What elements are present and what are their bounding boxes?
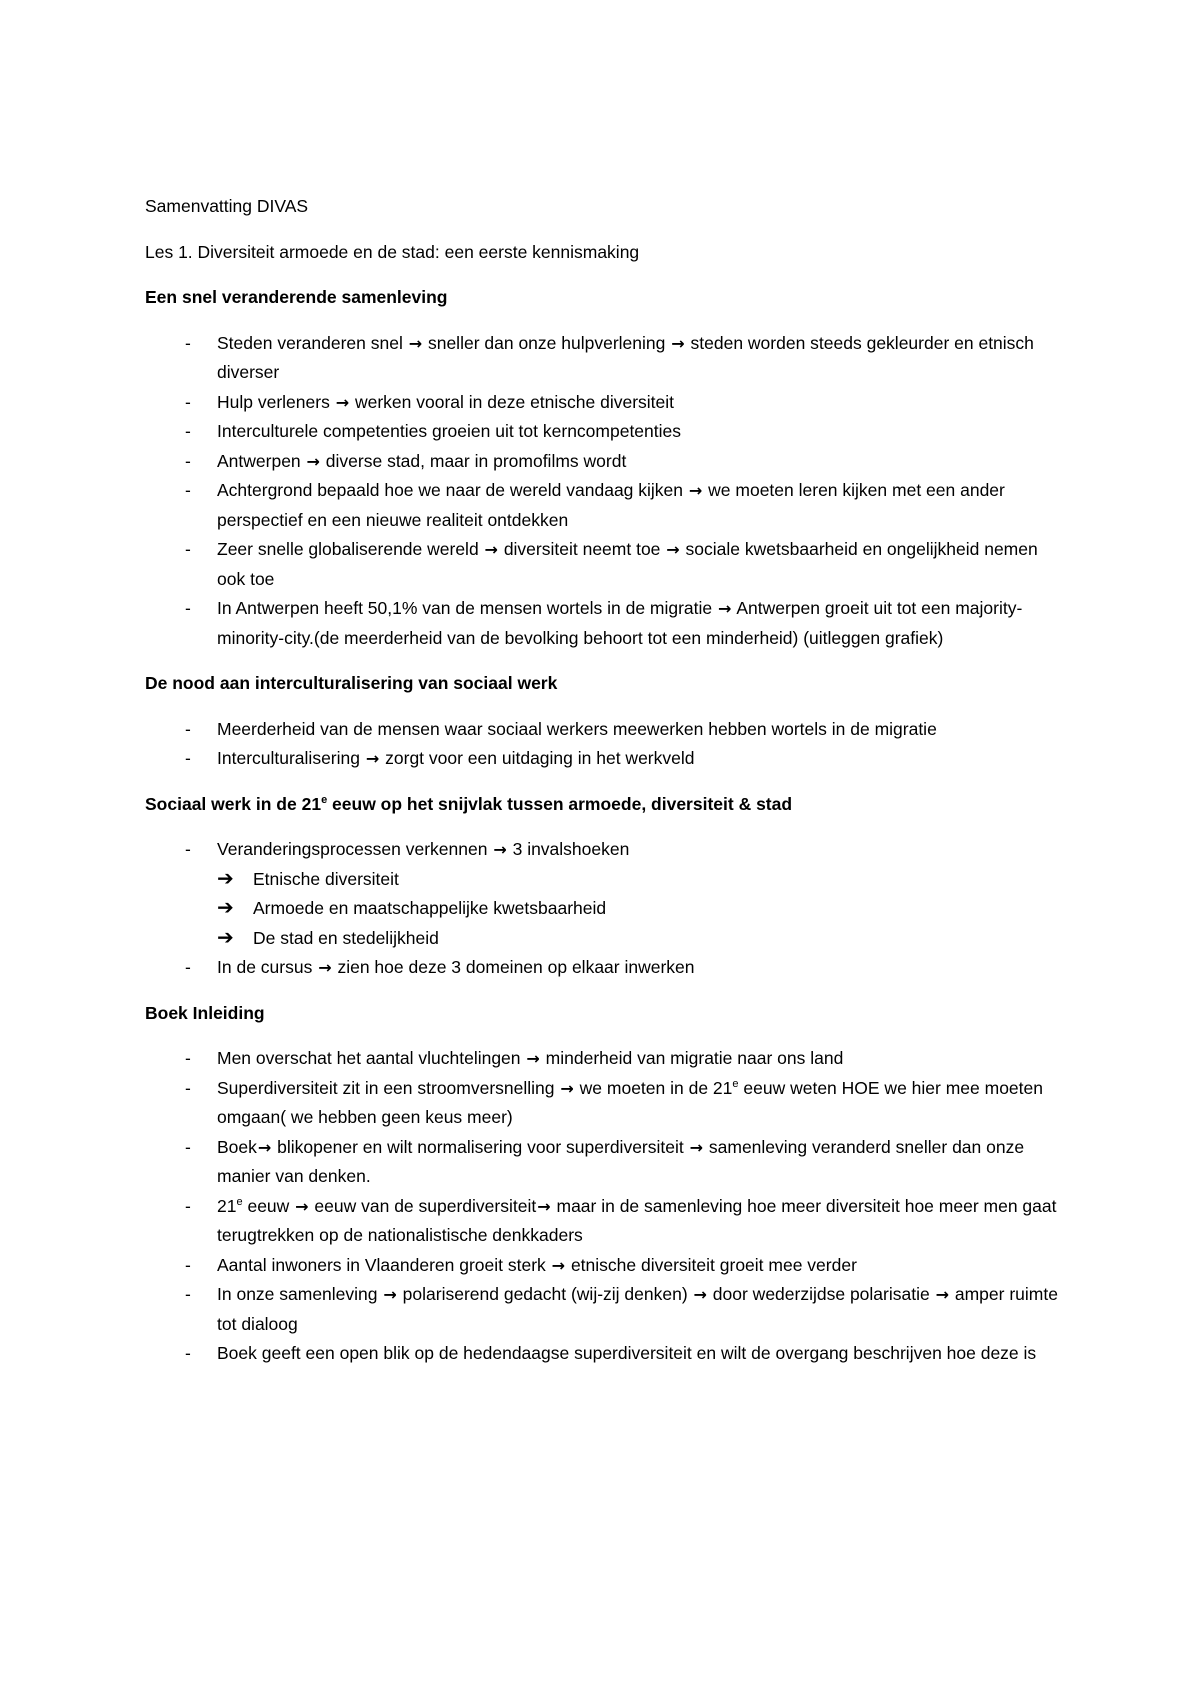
- dash-bullet: -: [185, 1195, 191, 1216]
- arrow-right-icon: →: [335, 392, 350, 412]
- dash-bullet: -: [185, 718, 191, 739]
- list-item-text: eeuw → eeuw van de superdiversiteit→ maar in de samenleving hoe meer diversiteit hoe meer men gaat terugtrekken op de nationalistische denkkaders: [217, 1195, 1057, 1245]
- list-item: [145, 1074, 1065, 1133]
- arrow-right-icon: →: [666, 540, 680, 559]
- arrow-bullet-icon: ➔: [217, 897, 234, 919]
- list-item-text: Steden veranderen snel → sneller dan onze hulpverlening → steden worden steeds gekleurder en etnisch diverser: [217, 332, 1034, 382]
- arrow-right-icon: →: [671, 333, 685, 353]
- dash-bullet: -: [185, 839, 191, 859]
- list-item-text: Meerderheid van de mensen waar sociaal werkers meewerken hebben wortels in de migratie: [217, 718, 937, 739]
- list-item: [145, 594, 1065, 653]
- superscript: e: [321, 793, 328, 806]
- list-item: [145, 1044, 1065, 1074]
- list-item: [145, 417, 1065, 447]
- arrow-right-icon: →: [689, 1137, 704, 1157]
- list-item-text: Superdiversiteit zit in een stroomversnelling → we moeten in de 21: [217, 1077, 733, 1098]
- list-item: [145, 1192, 1065, 1251]
- list-item-text: Boek→ blikopener en wilt normalisering voor superdiversiteit → samenleving veranderd sneller dan onze manier van denken.: [217, 1136, 1025, 1186]
- dash-bullet: -: [185, 332, 191, 353]
- list-item: [145, 476, 1065, 535]
- sub-list-item-text: Armoede en maatschappelijke kwetsbaarheid: [253, 898, 607, 918]
- arrow-right-icon: →: [693, 1285, 707, 1304]
- arrow-right-icon: →: [560, 1078, 574, 1098]
- arrow-right-icon: →: [688, 481, 703, 500]
- bullet-list: [145, 835, 1065, 983]
- list-item-text: Interculturele competenties groeien uit tot kerncompetenties: [217, 421, 682, 441]
- bullet-list: [145, 715, 1065, 774]
- list-item: [145, 447, 1065, 477]
- dash-bullet: -: [185, 748, 191, 768]
- list-item-text: Men overschat het aantal vluchtelingen → minderheid van migratie naar ons land: [217, 1048, 844, 1068]
- arrow-right-icon: →: [365, 749, 380, 768]
- dash-bullet: -: [185, 957, 191, 977]
- sub-list-item: [145, 894, 1065, 924]
- list-item: [145, 835, 1065, 953]
- arrow-right-icon: →: [257, 1137, 272, 1157]
- dash-bullet: -: [185, 1048, 191, 1068]
- dash-bullet: -: [185, 539, 191, 559]
- list-item: [145, 535, 1065, 594]
- sub-list-item: [145, 924, 1065, 954]
- list-item-text: Hulp verleners → werken vooral in deze etnische diversiteit: [217, 391, 675, 412]
- dash-bullet: -: [185, 1343, 191, 1363]
- section-heading: Een snel veranderende samenleving: [145, 287, 448, 307]
- arrow-right-icon: →: [551, 1255, 566, 1275]
- list-item: [145, 715, 1065, 745]
- arrow-right-icon: →: [383, 1285, 397, 1304]
- arrow-right-icon: →: [318, 958, 332, 977]
- list-item: [145, 744, 1065, 774]
- arrow-right-icon: →: [408, 333, 423, 353]
- arrow-right-icon: →: [537, 1196, 551, 1216]
- list-item-text: Aantal inwoners in Vlaanderen groeit sterk → etnische diversiteit groeit mee verder: [217, 1254, 857, 1275]
- dash-bullet: -: [185, 480, 191, 500]
- list-item: [145, 1280, 1065, 1339]
- document-page: [145, 192, 1065, 1385]
- arrow-right-icon: →: [493, 840, 507, 859]
- list-item: [145, 953, 1065, 983]
- sub-list: [145, 865, 1065, 954]
- list-item: [145, 1339, 1065, 1369]
- dash-bullet: -: [185, 391, 191, 412]
- list-item-text: Zeer snelle globaliserende wereld → diversiteit neemt toe → sociale kwetsbaarheid en ongelijkheid nemen ook toe: [217, 539, 1038, 589]
- arrow-right-icon: →: [306, 451, 320, 471]
- dash-bullet: -: [185, 1254, 191, 1275]
- arrow-bullet-icon: ➔: [217, 867, 234, 890]
- list-item-text: eeuw weten HOE we hier mee moeten omgaan( we hebben geen keus meer): [217, 1077, 1043, 1127]
- heading-text: Sociaal werk in de 21: [145, 793, 322, 814]
- list-item-text: Antwerpen → diverse stad, maar in promofilms wordt: [217, 450, 627, 471]
- sub-list-item-text: De stad en stedelijkheid: [253, 927, 439, 948]
- list-item-text: In de cursus → zien hoe deze 3 domeinen op elkaar inwerken: [217, 957, 695, 977]
- list-item-text: Veranderingsprocessen verkennen → 3 invalshoeken: [217, 839, 630, 859]
- arrow-right-icon: →: [935, 1285, 949, 1304]
- dash-bullet: -: [185, 598, 191, 618]
- arrow-right-icon: →: [718, 599, 732, 618]
- dash-bullet: -: [185, 421, 191, 441]
- list-item: [145, 1251, 1065, 1281]
- arrow-right-icon: →: [295, 1196, 309, 1216]
- list-item-text: 21: [217, 1195, 237, 1216]
- list-item-text: In Antwerpen heeft 50,1% van de mensen wortels in de migratie → Antwerpen groeit uit tot een majority-minority-city.(de meerderheid van de bevolking behoort tot een minderheid) (uitleggen grafiek): [217, 598, 1023, 648]
- dash-bullet: -: [185, 1284, 191, 1304]
- dash-bullet: -: [185, 450, 191, 471]
- bullet-list: [145, 1044, 1065, 1369]
- arrow-right-icon: →: [484, 540, 498, 559]
- arrow-bullet-icon: ➔: [217, 926, 234, 949]
- lesson-title: Les 1. Diversiteit armoede en de stad: een eerste kennismaking: [145, 241, 640, 262]
- list-item-text: Interculturalisering → zorgt voor een uitdaging in het werkveld: [217, 748, 695, 768]
- dash-bullet: -: [185, 1136, 191, 1157]
- arrow-right-icon: →: [526, 1049, 540, 1068]
- superscript: e: [732, 1077, 739, 1090]
- sub-list-item-text: Etnische diversiteit: [253, 868, 399, 889]
- bullet-list: [145, 329, 1065, 654]
- dash-bullet: -: [185, 1077, 191, 1098]
- superscript: e: [236, 1195, 243, 1208]
- document-title: Samenvatting DIVAS: [145, 196, 309, 216]
- section-heading: Boek Inleiding: [145, 1002, 265, 1023]
- list-item: [145, 388, 1065, 418]
- list-item-text: Boek geeft een open blik op de hedendaagse superdiversiteit en wilt de overgang beschrijven hoe deze is: [217, 1343, 1037, 1363]
- section-heading: [145, 790, 1065, 820]
- list-item-text: Achtergrond bepaald hoe we naar de wereld vandaag kijken → we moeten leren kijken met een ander perspectief en een nieuwe realiteit ontdekken: [217, 480, 1005, 530]
- list-item: [145, 329, 1065, 388]
- heading-text: eeuw op het snijvlak tussen armoede, diversiteit & stad: [327, 793, 793, 814]
- sub-list-item: [145, 865, 1065, 895]
- list-item-text: In onze samenleving → polariserend gedacht (wij-zij denken) → door wederzijdse polarisatie → amper ruimte tot dialoog: [217, 1284, 1058, 1334]
- section-heading: De nood aan interculturalisering van sociaal werk: [145, 673, 558, 693]
- list-item: [145, 1133, 1065, 1192]
